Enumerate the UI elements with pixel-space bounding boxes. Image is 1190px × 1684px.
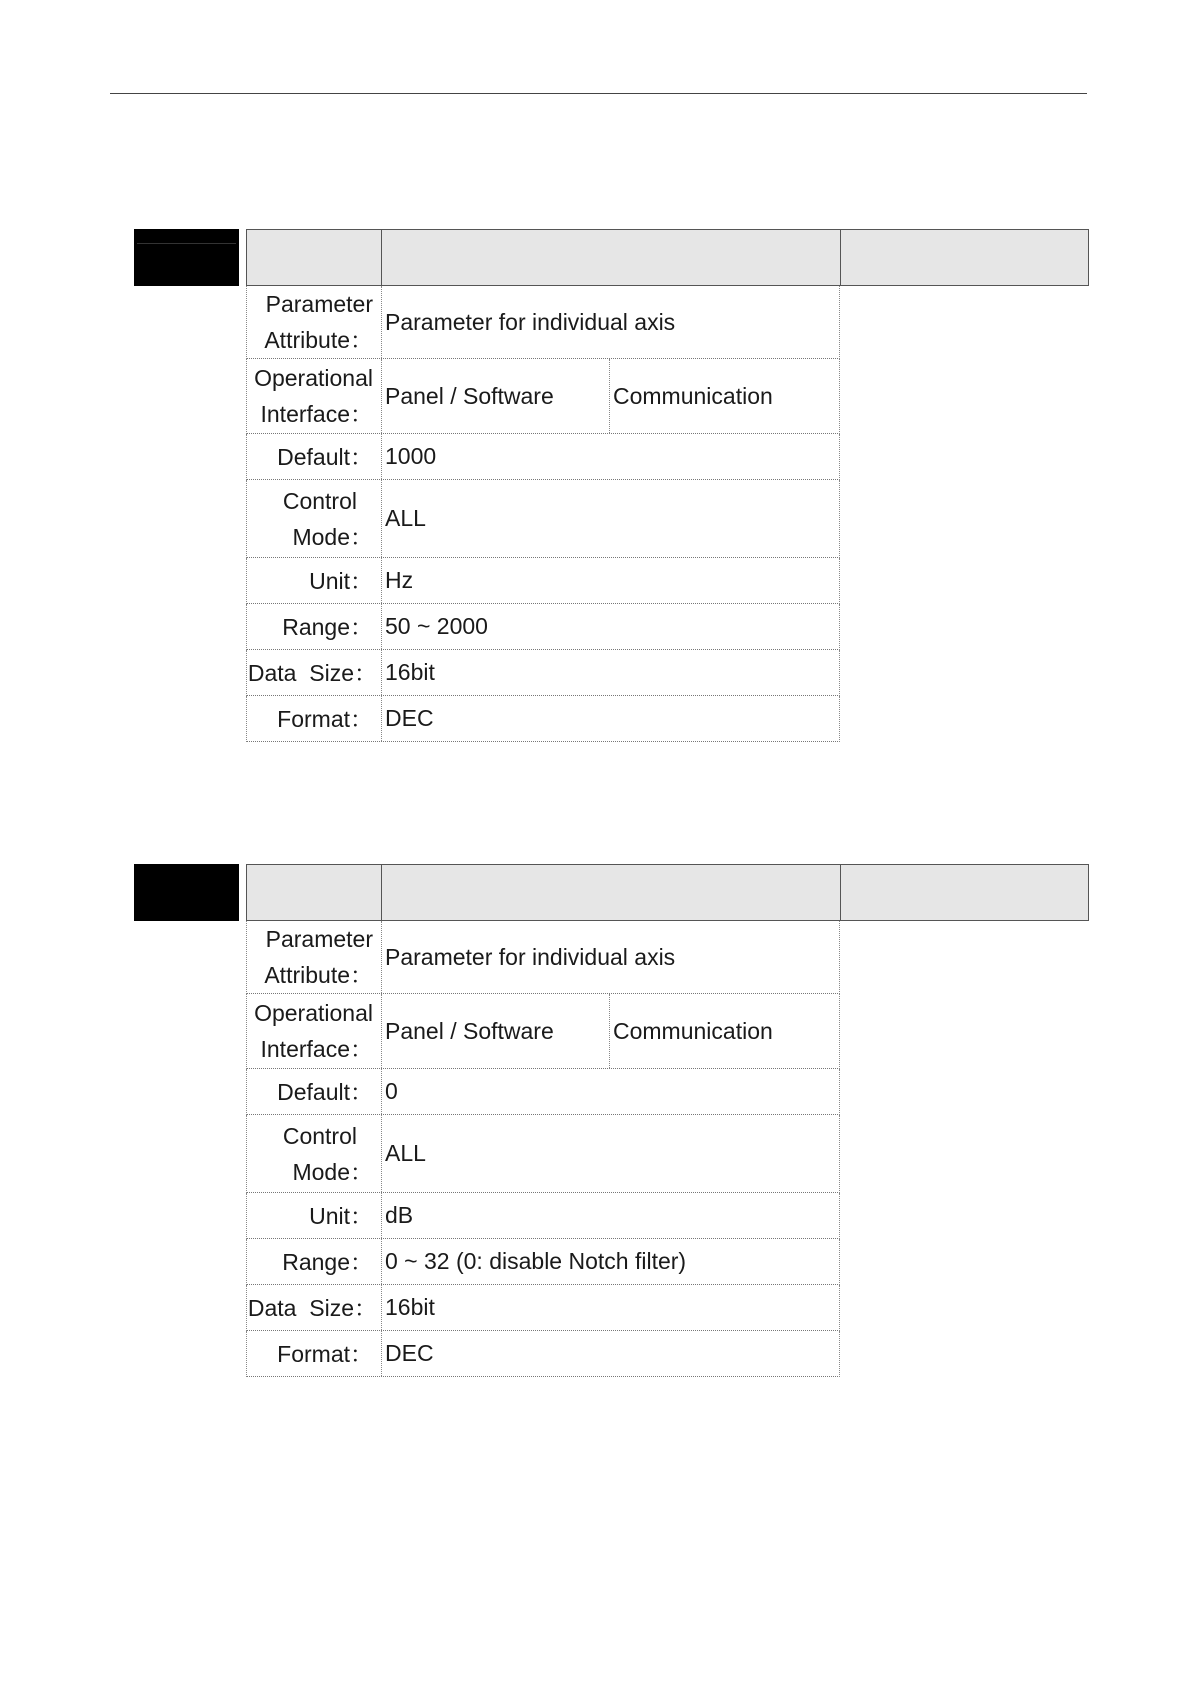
value-data-size: 16bit — [385, 659, 435, 685]
row-format — [246, 696, 840, 742]
value-parameter-attribute: Parameter for individual axis — [385, 308, 676, 335]
header-cell-address — [841, 865, 1088, 920]
value-parameter-attribute: Parameter for individual axis — [385, 943, 676, 970]
label-range: Range： — [247, 604, 382, 649]
row-default — [246, 1069, 840, 1115]
row-unit — [246, 558, 840, 604]
row-data-size — [246, 650, 840, 696]
row-operational-interface — [246, 994, 840, 1069]
label-control-mode — [247, 1115, 382, 1192]
row-control-mode — [246, 1115, 840, 1193]
interface-communication: Communication — [613, 382, 773, 409]
value-operational-interface — [382, 994, 839, 1068]
label-line-2: Interface： — [260, 401, 373, 427]
header-rule — [110, 93, 1087, 94]
row-parameter-attribute — [246, 286, 840, 359]
row-operational-interface — [246, 359, 840, 434]
header-cell-code — [247, 230, 382, 285]
header-cell-code — [247, 865, 382, 920]
label-data-size: Data Size： — [247, 1285, 382, 1330]
value-default: 1000 — [385, 443, 437, 469]
value-unit: dB — [385, 1202, 414, 1228]
parameter-header-row — [134, 864, 1088, 921]
row-range — [246, 1239, 840, 1285]
row-range — [246, 604, 840, 650]
label-line-2: Attribute： — [264, 962, 373, 988]
value-unit: Hz — [385, 567, 414, 593]
parameter-title-bar — [246, 229, 1089, 286]
header-cell-name — [382, 865, 841, 920]
interface-panel-software: Panel / Software — [382, 359, 610, 433]
row-data-size — [246, 1285, 840, 1331]
row-parameter-attribute — [246, 921, 840, 994]
label-control-mode — [247, 480, 382, 557]
value-range: 0 ~ 32 (0: disable Notch filter) — [385, 1248, 687, 1274]
label-default: Default： — [247, 1069, 382, 1114]
attribute-table — [246, 286, 840, 742]
value-format: DEC — [385, 1340, 434, 1366]
row-default — [246, 434, 840, 480]
parameter-code-tab — [134, 229, 239, 286]
label-operational-interface — [247, 994, 382, 1068]
label-line-2: Attribute： — [264, 327, 373, 353]
header-cell-name — [382, 230, 841, 285]
label-parameter-attribute — [247, 286, 382, 358]
label-operational-interface — [247, 359, 382, 433]
label-line-2: Interface： — [260, 1036, 373, 1062]
parameter-block-1 — [134, 229, 1088, 732]
label-default: Default： — [247, 434, 382, 479]
label-unit: Unit： — [247, 558, 382, 603]
parameter-title-bar — [246, 864, 1089, 921]
header-cell-address — [841, 230, 1088, 285]
label-unit: Unit： — [247, 1193, 382, 1238]
parameter-code-tab — [134, 864, 239, 921]
interface-panel-software: Panel / Software — [382, 994, 610, 1068]
label-line-1: Control — [282, 487, 357, 514]
value-format: DEC — [385, 705, 434, 731]
label-line-1: Parameter — [265, 926, 373, 952]
value-data-size: 16bit — [385, 1294, 435, 1320]
label-range: Range： — [247, 1239, 382, 1284]
label-line-1: Control — [282, 1122, 357, 1149]
value-range: 50 ~ 2000 — [385, 613, 488, 639]
value-control-mode: ALL — [385, 505, 426, 531]
label-parameter-attribute — [247, 921, 382, 993]
label-format: Format： — [247, 1331, 382, 1376]
value-operational-interface — [382, 359, 839, 433]
parameter-header-row — [134, 229, 1088, 286]
value-default: 0 — [385, 1078, 398, 1104]
attribute-table — [246, 921, 840, 1377]
label-format: Format： — [247, 696, 382, 741]
label-line-2: Mode： — [292, 523, 373, 550]
label-line-1: Operational — [254, 1000, 373, 1026]
label-line-2: Mode： — [292, 1158, 373, 1185]
interface-communication: Communication — [613, 1017, 773, 1044]
row-unit — [246, 1193, 840, 1239]
label-data-size: Data Size： — [247, 650, 382, 695]
label-line-1: Parameter — [265, 291, 373, 317]
label-line-1: Operational — [254, 365, 373, 391]
parameter-block-2 — [134, 864, 1088, 1367]
row-control-mode — [246, 480, 840, 558]
value-control-mode: ALL — [385, 1140, 426, 1166]
row-format — [246, 1331, 840, 1377]
